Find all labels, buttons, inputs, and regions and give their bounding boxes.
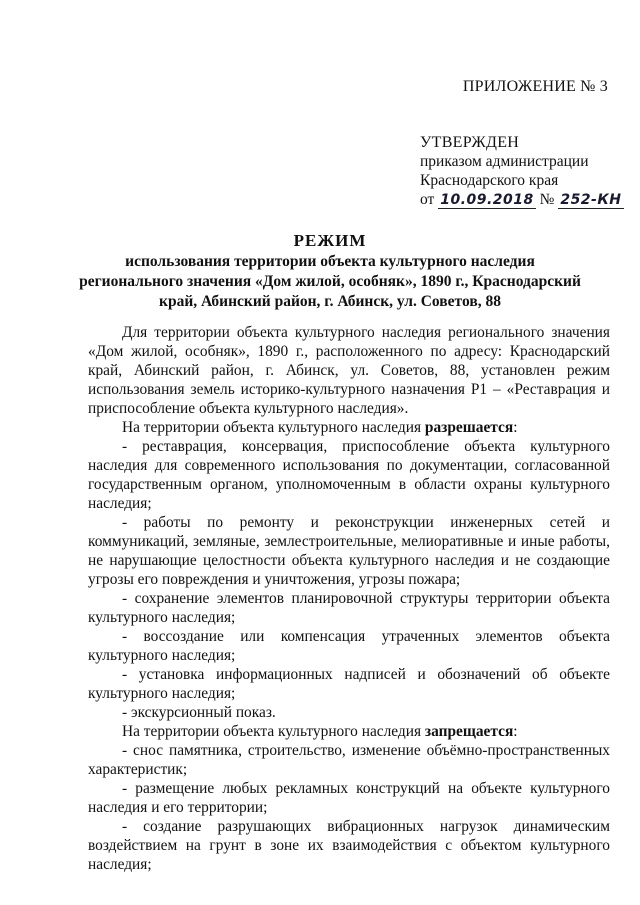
forbidden-prefix: На территории объекта культурного наследия — [122, 723, 425, 740]
allowed-item: - работы по ремонту и реконструкции инженерных сетей и коммуникаций, земляные, землестроительные, мелиоративные и иные работы, не нарушающие целостности объекта культурного наследия и не создающие угрозы его повреждения и уничтожения, угрозы пожара; — [88, 514, 610, 588]
allowed-item: - сохранение элементов планировочной структуры территории объекта культурного наследия; — [88, 590, 610, 626]
allowed-item: - экскурсионный показ. — [122, 704, 276, 721]
handwritten-number: 252-КН — [560, 192, 622, 208]
from-label: от — [420, 191, 435, 208]
forbidden-word: запрещается — [424, 723, 514, 740]
heading-subtitle-line-3: край, Абинский район, г. Абинск, ул. Советов, 88 — [159, 293, 501, 310]
heading-title: РЕЖИМ — [293, 231, 367, 250]
number-label: № — [539, 191, 555, 208]
heading-subtitle-line-2: регионального значения «Дом жилой, особняк», 1890 г., Краснодарский — [79, 273, 581, 290]
appendix-label: ПРИЛОЖЕНИЕ № 3 — [462, 78, 608, 95]
forbidden-item: - создание разрушающих вибрационных нагрузок динамическим воздействием на грунт в зоне их взаимодействия с объектом культурного наследия; — [88, 818, 610, 873]
document-body — [88, 323, 610, 874]
heading-subtitle-line-1: использования территории объекта культурного наследия — [125, 253, 535, 270]
forbidden-heading — [88, 722, 610, 741]
allowed-item: - установка информационных надписей и обозначений об объекте культурного наследия; — [88, 666, 610, 702]
approval-title: УТВЕРЖДЕН — [420, 134, 520, 151]
allowed-item: - воссоздание или компенсация утраченных элементов объекта культурного наследия; — [88, 628, 610, 664]
allowed-prefix: На территории объекта культурного наследия — [122, 419, 425, 436]
allowed-heading — [88, 418, 610, 437]
approval-line-1: приказом администрации — [420, 153, 589, 170]
intro-paragraph: Для территории объекта культурного наследия регионального значения «Дом жилой, особняк», 1890 г., расположенного по адресу: Краснодарский край, Абинский район, г. Абинск, ул. Советов, 88, установлен режим использования земель историко-культурного назначения Р1 – «Реставрация и приспособление объекта культурного наследия». — [88, 324, 610, 417]
allowed-item: - реставрация, консервация, приспособление объекта культурного наследия для современного использования по документации, согласованной государственным органом, уполномоченным в области охраны культурного наследия; — [88, 438, 610, 512]
handwritten-date: 10.09.2018 — [440, 192, 534, 208]
approval-line-2: Краснодарского края — [420, 172, 559, 189]
document-heading — [60, 0, 600, 312]
forbidden-item: - размещение любых рекламных конструкций на объекте культурного наследия и его территории; — [88, 780, 610, 816]
allowed-suffix: : — [513, 419, 518, 436]
forbidden-item: - снос памятника, строительство, изменение объёмно-пространственных характеристик; — [88, 742, 610, 778]
allowed-word: разрешается — [424, 419, 514, 436]
forbidden-suffix: : — [513, 723, 518, 740]
